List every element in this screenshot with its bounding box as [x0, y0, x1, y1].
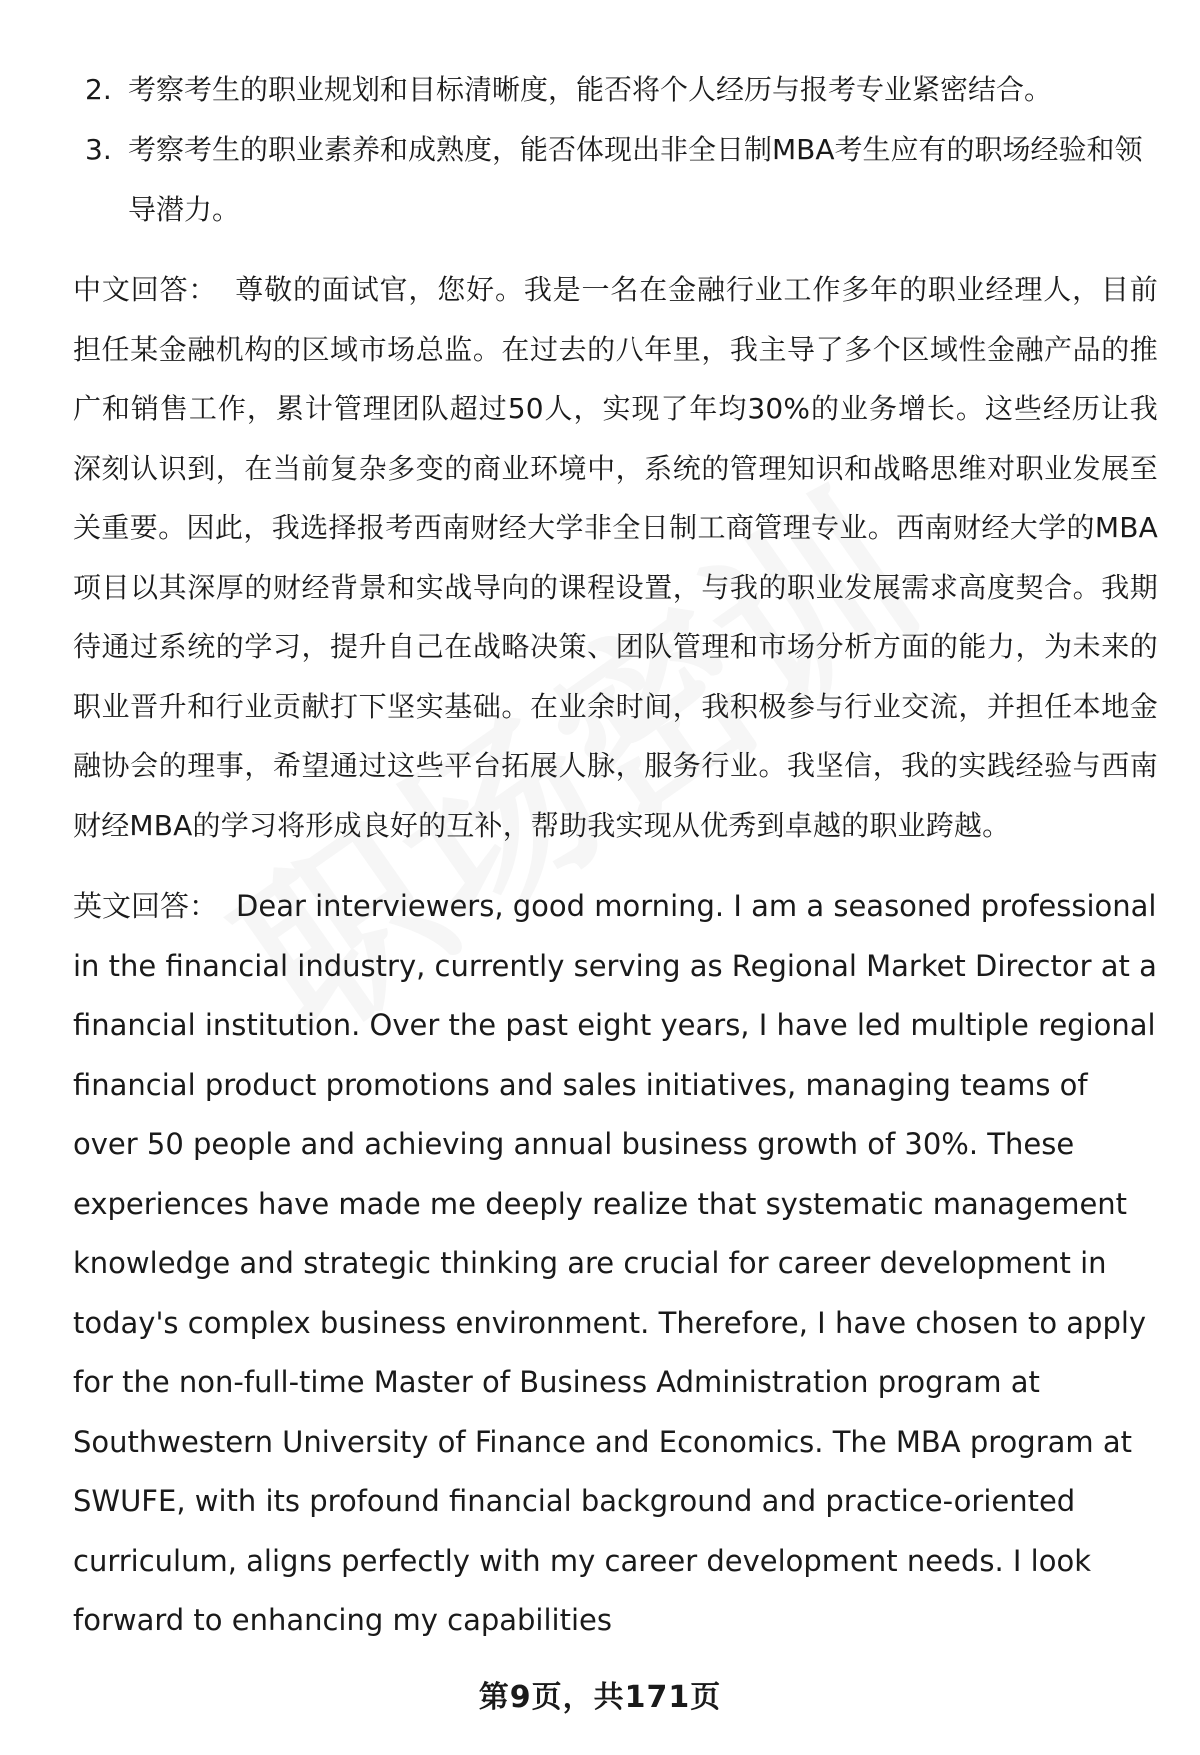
list-item: [73, 120, 1158, 240]
list-item: [73, 60, 1158, 120]
criteria-list: [73, 60, 1158, 240]
page-number-footer: 第9页，共171页: [478, 1680, 722, 1715]
english-answer-text: Dear interviewers, good morning. I am a seasoned professional in the financial industry, currently serving as Regional Market Director at a financial institution. Over the past eight years, I have led multiple regional financial product promotions and sales initiatives, managing teams of over 50 people and achieving annual business growth of 30%. These experiences have made me deeply realize that systematic management knowledge and strategic thinking are crucial for career development in today's complex business environment. Therefore, I have chosen to apply for the non-full-time Master of Business Administration program at Southwestern University of Finance and Economics. The MBA program at SWUFE, with its profound financial background and practice-oriented curriculum, aligns perfectly with my career development needs. I look forward to enhancing my capabilities: [73, 889, 1157, 1637]
chinese-answer-label: 中文回答：: [73, 273, 218, 306]
list-item-text: 考察考生的职业规划和目标清晰度，能否将个人经历与报考专业紧密结合。: [128, 73, 1053, 106]
list-item-number: 2.: [85, 73, 112, 106]
list-item-text: 考察考生的职业素养和成熟度，能否体现出非全日制MBA考生应有的职场经验和领导潜力。: [128, 133, 1143, 226]
page-content: [73, 60, 1158, 1651]
chinese-answer-paragraph: [73, 260, 1158, 855]
chinese-answer-text: 尊敬的面试官，您好。我是一名在金融行业工作多年的职业经理人，目前担任某金融机构的区域市场总监。在过去的八年里，我主导了多个区域性金融产品的推广和销售工作，累计管理团队超过50人，实现了年均30%的业务增长。这些经历让我深刻认识到，在当前复杂多变的商业环境中，系统的管理知识和战略思维对职业发展至关重要。因此，我选择报考西南财经大学非全日制工商管理专业。西南财经大学的MBA项目以其深厚的财经背景和实战导向的课程设置，与我的职业发展需求高度契合。我期待通过系统的学习，提升自己在战略决策、团队管理和市场分析方面的能力，为未来的职业晋升和行业贡献打下坚实基础。在业余时间，我积极参与行业交流，并担任本地金融协会的理事，希望通过这些平台拓展人脉，服务行业。我坚信，我的实践经验与西南财经MBA的学习将形成良好的互补，帮助我实现从优秀到卓越的职业跨越。: [73, 273, 1158, 842]
list-item-number: 3.: [85, 133, 112, 166]
english-answer-paragraph: [73, 877, 1158, 1651]
english-answer-label: 英文回答：: [73, 889, 219, 923]
